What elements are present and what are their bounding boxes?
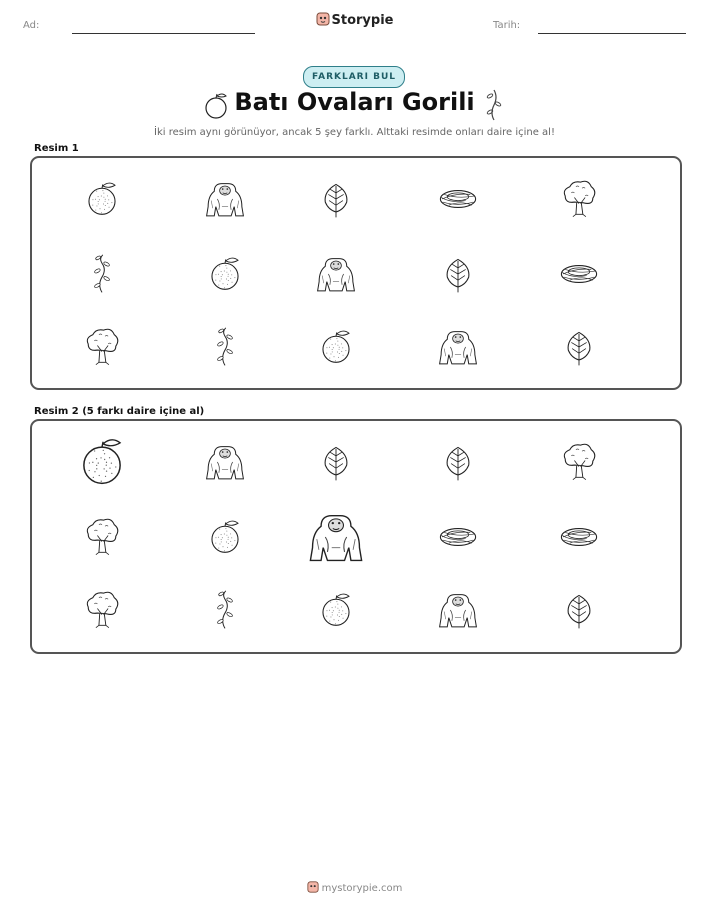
vine-deco-icon: [486, 89, 502, 125]
page-title: Batı Ovaları Gorili: [234, 88, 475, 116]
brand-name: Storypie: [331, 13, 394, 28]
picture1-vine-icon: [195, 317, 255, 377]
picture1-leaf-icon: [549, 317, 609, 377]
picture1-nest-icon: [428, 169, 488, 229]
picture2-orange-icon[interactable]: [306, 580, 366, 640]
picture2-tree-icon[interactable]: [72, 507, 132, 567]
date-line[interactable]: [538, 33, 686, 34]
picture2-tree-icon[interactable]: [72, 580, 132, 640]
picture2-vine-icon[interactable]: [195, 580, 255, 640]
storypie-footer-logo-icon: [307, 881, 319, 893]
footer: [0, 881, 709, 894]
picture1-tree-icon: [72, 317, 132, 377]
picture2-leaf-icon[interactable]: [428, 432, 488, 492]
picture2-tree-icon[interactable]: [549, 432, 609, 492]
find-differences-badge: FARKLARI BUL: [303, 66, 405, 88]
picture1-gorilla-icon: [428, 317, 488, 377]
name-line[interactable]: [72, 33, 255, 34]
picture1-nest-icon: [549, 244, 609, 304]
picture2-orange-icon[interactable]: [72, 432, 132, 492]
name-label: Ad:: [23, 20, 40, 31]
storypie-logo-icon: [316, 12, 330, 26]
picture1-orange-icon: [306, 317, 366, 377]
picture1-orange-icon: [195, 244, 255, 304]
picture2-gorilla-icon[interactable]: [428, 580, 488, 640]
picture1-tree-icon: [549, 169, 609, 229]
picture1-gorilla-icon: [195, 169, 255, 229]
brand: [0, 12, 709, 28]
picture2-leaf-icon[interactable]: [549, 580, 609, 640]
picture1-leaf-icon: [306, 169, 366, 229]
picture2-gorilla-icon[interactable]: [195, 432, 255, 492]
picture1-vine-icon: [72, 244, 132, 304]
picture1-gorilla-icon: [306, 244, 366, 304]
picture2-label: Resim 2 (5 farkı daire içine al): [34, 406, 205, 417]
picture2-nest-icon[interactable]: [428, 507, 488, 567]
picture1-orange-icon: [72, 169, 132, 229]
picture2-nest-icon[interactable]: [549, 507, 609, 567]
instructions: İki resim aynı görünüyor, ancak 5 şey farklı. Alttaki resimde onları daire içine al!: [154, 127, 555, 138]
footer-url[interactable]: mystorypie.com: [321, 883, 403, 894]
picture2-leaf-icon[interactable]: [306, 432, 366, 492]
picture2-gorilla-icon[interactable]: [306, 507, 366, 567]
picture1-label: Resim 1: [34, 143, 79, 154]
picture1-leaf-icon: [428, 244, 488, 304]
picture1-panel: [30, 156, 682, 390]
date-label: Tarih:: [493, 20, 521, 31]
picture2-panel[interactable]: [30, 419, 682, 654]
picture2-orange-icon[interactable]: [195, 507, 255, 567]
